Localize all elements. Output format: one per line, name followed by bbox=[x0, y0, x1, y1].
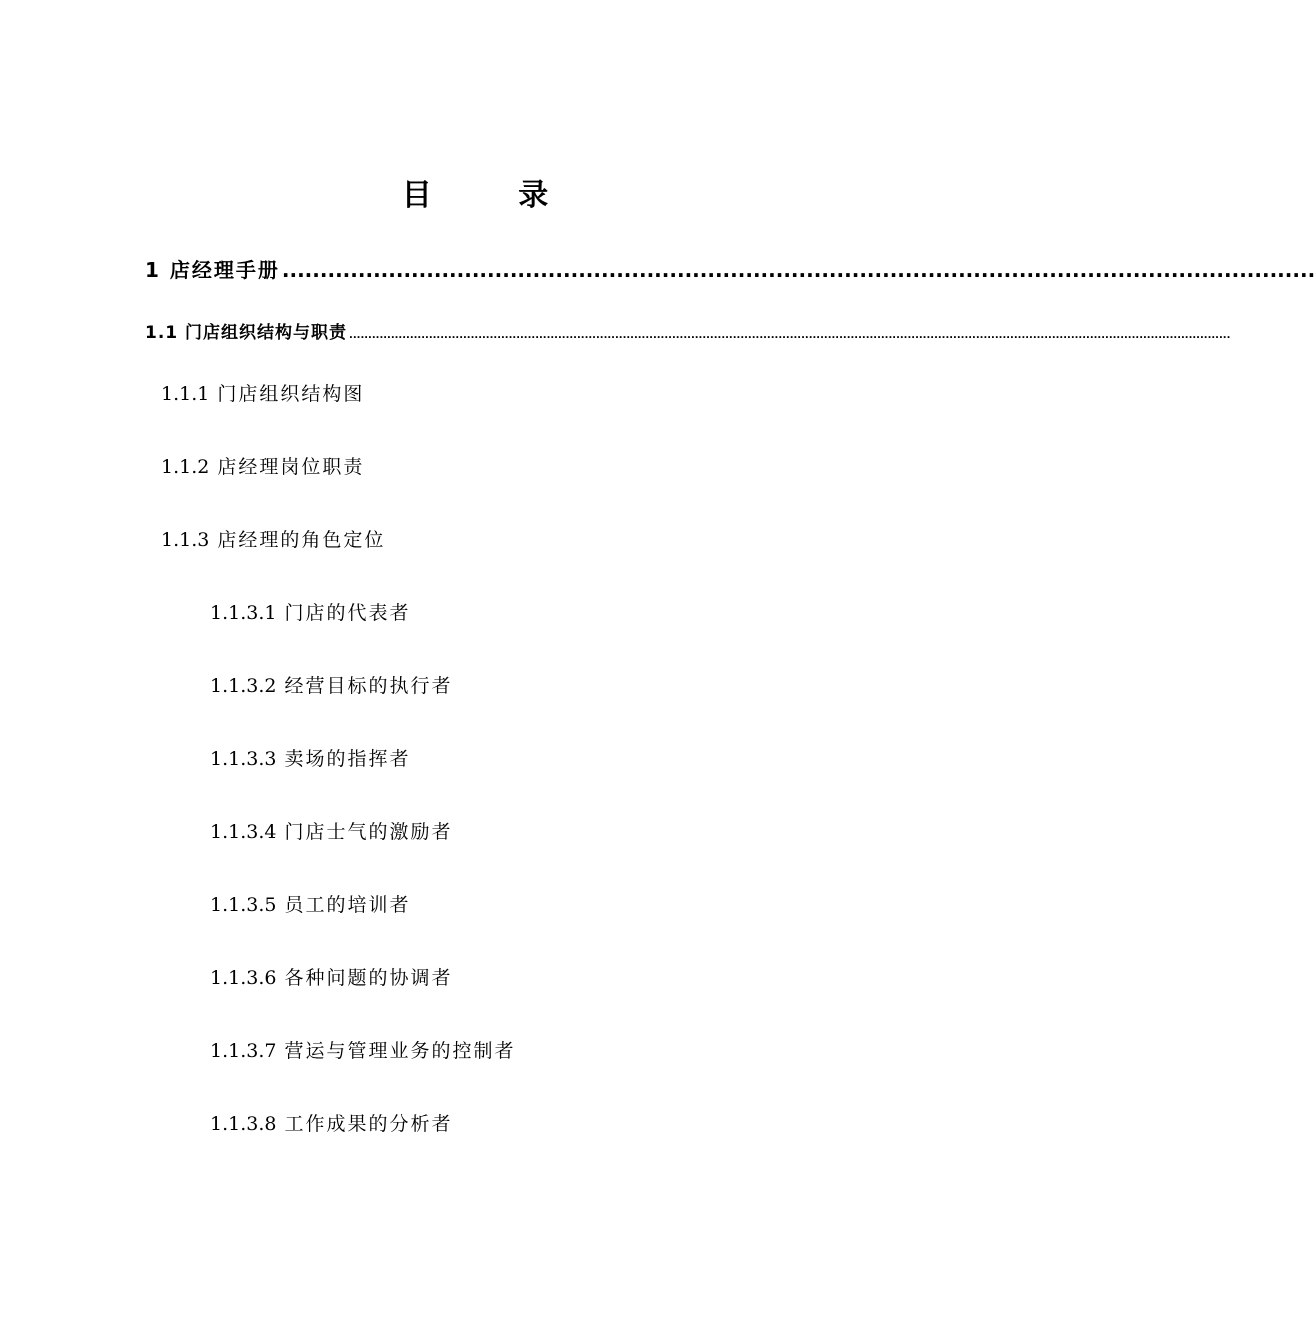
toc-subsection-1-1-2[interactable] bbox=[161, 454, 364, 480]
toc-section-label: 1.1 门店组织结构与职责 bbox=[145, 323, 348, 343]
toc-subsection-1-1-1[interactable] bbox=[161, 381, 364, 407]
toc-text: 门店士气的激励者 bbox=[284, 821, 453, 843]
toc-text: 卖场的指挥者 bbox=[284, 748, 411, 770]
toc-chapter-label: 1 店经理手册 bbox=[145, 258, 280, 282]
toc-text: 员工的培训者 bbox=[284, 894, 411, 916]
toc-item-1-1-3-6[interactable] bbox=[210, 965, 453, 991]
toc-text: 门店的代表者 bbox=[284, 602, 411, 624]
toc-number: 1.1.3.6 bbox=[210, 967, 277, 989]
toc-item-1-1-3-8[interactable] bbox=[210, 1111, 453, 1137]
toc-item-1-1-3-7[interactable] bbox=[210, 1038, 516, 1064]
toc-text: 门店组织结构图 bbox=[217, 383, 365, 405]
toc-number: 1.1.3.7 bbox=[210, 1040, 277, 1062]
toc-number: 1.1.3.2 bbox=[210, 675, 277, 697]
toc-item-1-1-3-2[interactable] bbox=[210, 673, 453, 699]
toc-number: 1.1.3.4 bbox=[210, 821, 277, 843]
toc-item-1-1-3-4[interactable] bbox=[210, 819, 453, 845]
toc-number: 1.1.3.1 bbox=[210, 602, 277, 624]
toc-number: 1.1.3 bbox=[161, 529, 210, 551]
toc-item-1-1-3-3[interactable] bbox=[210, 746, 411, 772]
toc-text: 各种问题的协调者 bbox=[284, 967, 453, 989]
toc-number: 1.1.3.3 bbox=[210, 748, 277, 770]
toc-title: 目 录 bbox=[401, 178, 587, 213]
toc-text: 店经理岗位职责 bbox=[217, 456, 365, 478]
toc-number: 1.1.1 bbox=[161, 383, 210, 405]
toc-text: 工作成果的分析者 bbox=[284, 1113, 453, 1135]
toc-number: 1.1.3.8 bbox=[210, 1113, 277, 1135]
toc-subsection-1-1-3[interactable] bbox=[161, 527, 385, 553]
toc-leader-dots: ........................................................................................................................................ bbox=[281, 258, 1315, 282]
toc-item-1-1-3-1[interactable] bbox=[210, 600, 411, 626]
toc-text: 营运与管理业务的控制者 bbox=[284, 1040, 516, 1062]
toc-number: 1.1.3.5 bbox=[210, 894, 277, 916]
toc-chapter-1[interactable] bbox=[145, 256, 1315, 284]
toc-text: 经营目标的执行者 bbox=[284, 675, 453, 697]
toc-section-1-1[interactable] bbox=[145, 321, 1231, 348]
toc-number: 1.1.2 bbox=[161, 456, 210, 478]
toc-text: 店经理的角色定位 bbox=[217, 529, 386, 551]
toc-leader-dots: ........................................................................................................................................................................................................................................ bbox=[349, 330, 1231, 341]
toc-item-1-1-3-5[interactable] bbox=[210, 892, 411, 918]
